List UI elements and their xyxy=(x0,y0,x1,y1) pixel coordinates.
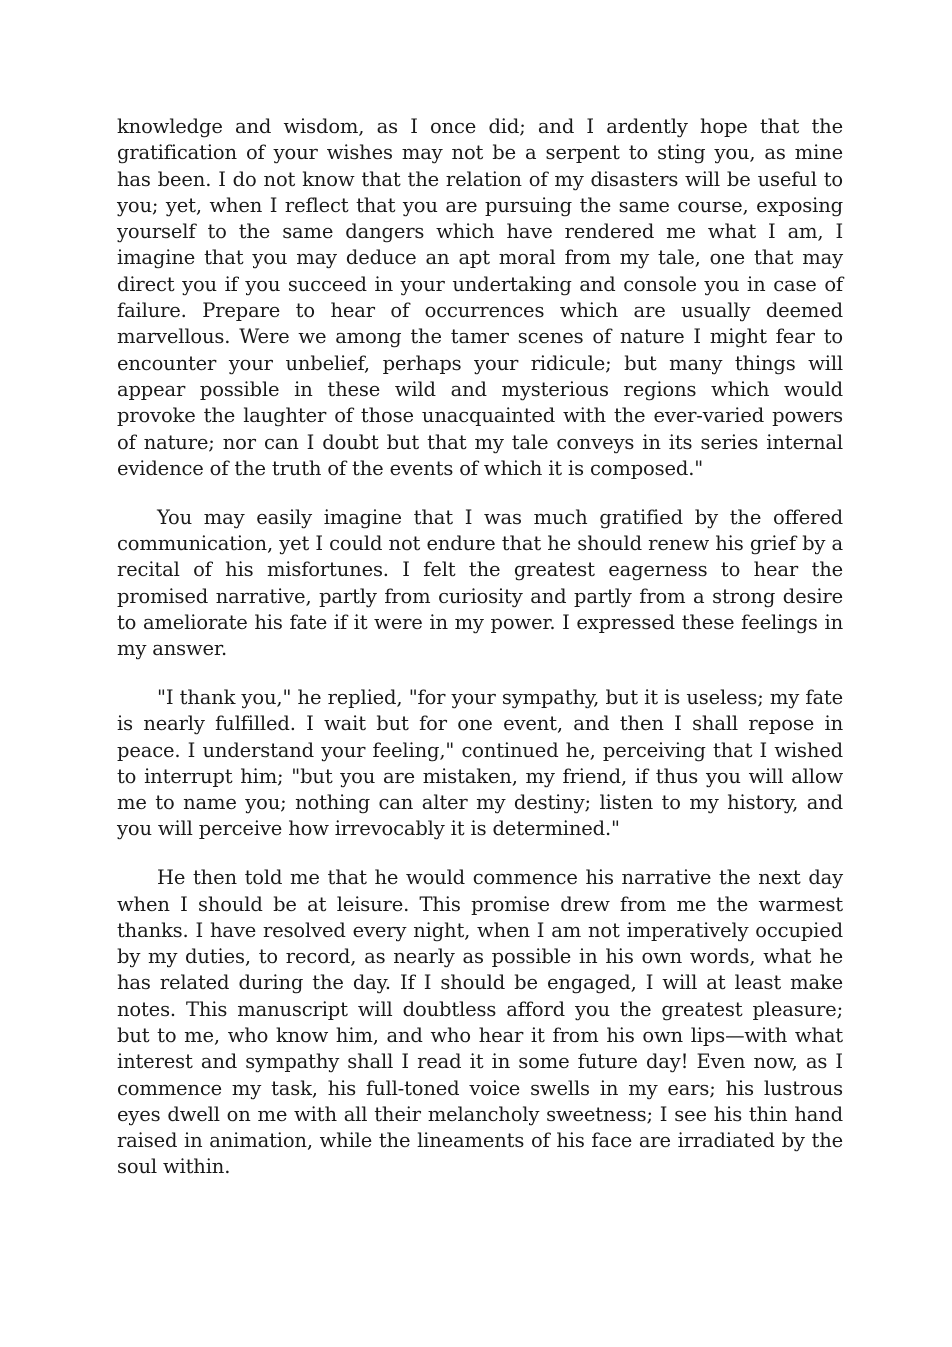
paragraph-1: knowledge and wisdom, as I once did; and I ardently hope that the gratification of your wishes may not be a serpent to sting you, as mine has been. I do not know that the relation of my disasters will be useful to you; yet, when I reflect that you are pursuing the same course, exposing yourself to the same dangers which have rendered me what I am, I imagine that you may deduce an apt moral from my tale, one that may direct you if you succeed in your undertaking and console you in case of failure. Prepare to hear of occurrences which are usually deemed marvellous. Were we among the tamer scenes of nature I might fear to encounter your unbelief, perhaps your ridicule; but many things will appear possible in these wild and mysterious regions which would provoke the laughter of those unacquainted with the ever-varied powers of nature; nor can I doubt but that my tale conveys in its series internal evidence of the truth of the events of which it is composed." xyxy=(117,115,843,480)
page-body xyxy=(117,114,843,1203)
paragraph-3: "I thank you," he replied, "for your sympathy, but it is useless; my fate is nearly fulfilled. I wait but for one event, and then I shall repose in peace. I understand your feeling," continued he, perceiving that I wished to interrupt him; "but you are mistaken, my friend, if thus you will allow me to name you; nothing can alter my destiny; listen to my history, and you will perceive how irrevocably it is determined." xyxy=(117,685,843,841)
paragraph-2: You may easily imagine that I was much gratified by the offered communication, yet I could not endure that he should renew his grief by a recital of his misfortunes. I felt the greatest eagerness to hear the promised narrative, partly from curiosity and partly from a strong desire to ameliorate his fate if it were in my power. I expressed these feelings in my answer. xyxy=(117,505,843,661)
paragraph-4: He then told me that he would commence his narrative the next day when I should be at leisure. This promise drew from me the warmest thanks. I have resolved every night, when I am not imperatively occupied by my duties, to record, as nearly as possible in his own words, what he has related during the day. If I should be engaged, I will at least make notes. This manuscript will doubtless afford you the greatest pleasure; but to me, who know him, and who hear it from his own lips—with what interest and sympathy shall I read it in some future day! Even now, as I commence my task, his full-toned voice swells in my ears; his lustrous eyes dwell on me with all their melancholy sweetness; I see his thin hand raised in animation, while the lineaments of his face are irradiated by the soul within. xyxy=(117,866,843,1179)
